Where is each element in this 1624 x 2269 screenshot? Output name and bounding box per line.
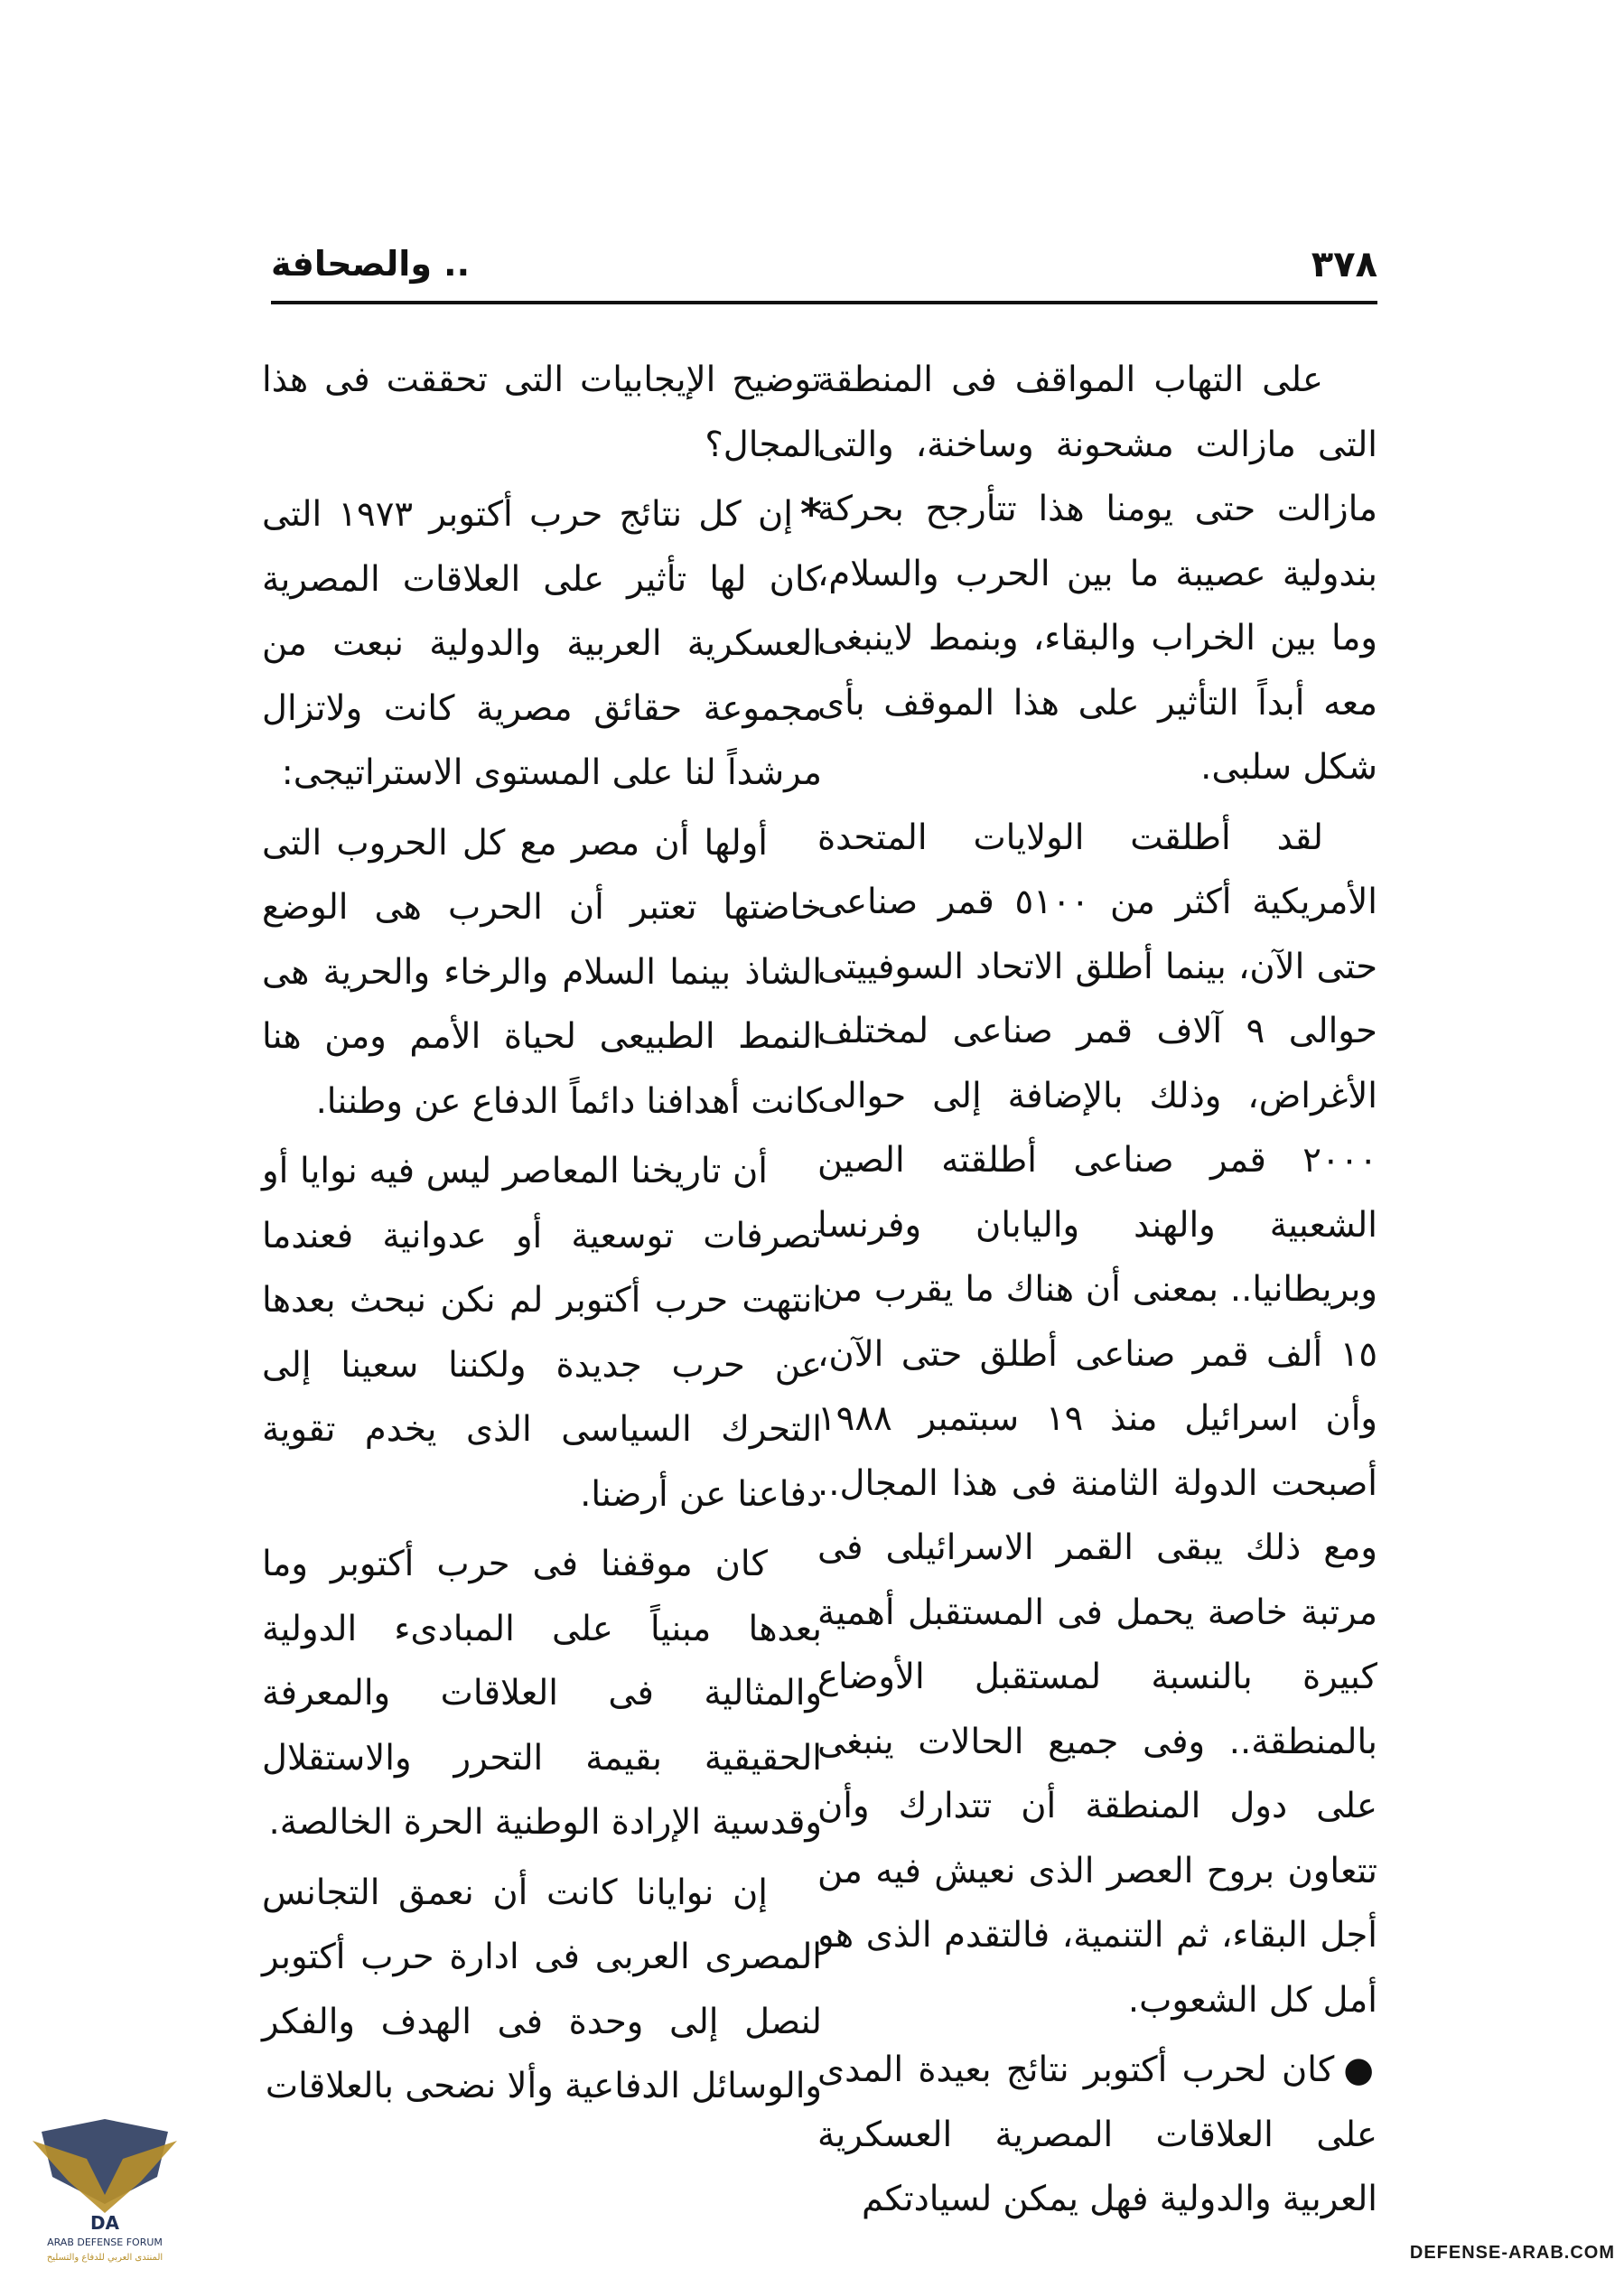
right-column — [817, 348, 1378, 2219]
paragraph: لقد أطلقت الولايات المتحدة الأمريكية أكثر من ٥١٠٠ قمر صناعى حتى الآن، بينما أطلق الاتحاد السوفييتى حوالى ٩ آلاف قمر صناعى لمختلف الأغراض، وذلك بالإضافة إلى حوالى ٢٠٠٠ قمر صناعى أطلقته الصين الشعبية والهند واليابان وفرنسا وبريطانيا.. بمعنى أن هناك ما يقرب من ١٥ ألف قمر صناعى أطلق حتى الآن، وأن اسرائيل منذ ١٩ سبتمبر ١٩٨٨ أصبحت الدولة الثامنة فى هذا المجال.. ومع ذلك يبقى القمر الاسرائيلى فى مرتبة خاصة يحمل فى المستقبل أهمية كبيرة بالنسبة لمستقبل الأوضاع بالمنطقة.. وفى جميع الحالات ينبغى على دول المنطقة أن تتدارك وأن تتعاون بروح العصر الذى نعيش فيه من أجل البقاء، ثم التنمية، فالتقدم الذى هو أمل كل الشعوب. — [817, 817, 1378, 2021]
question-continuation: توضيح الإيجابيات التى تحققت فى هذا المجال؟ — [262, 359, 822, 465]
logo-caption-en: ARAB DEFENSE FORUM — [47, 2236, 163, 2248]
paragraph: على التهاب المواقف فى المنطقة التى مازالت مشحونة وساخنة، والتى مازالت حتى يومنا هذا تتأرجح بحركة بندولية عصيبة ما بين الحرب والسلام، وما بين الخراب والبقاء، وبنمط لاينبغى معه أبداً التأثير على هذا الموقف بأى شكل سلبى. — [817, 359, 1377, 788]
bullet-icon: ● — [1343, 2050, 1377, 2090]
site-watermark: DEFENSE-ARAB.COM — [1409, 2243, 1615, 2263]
paragraph: إن نوايانا كانت أن نعمق التجانس المصرى العربى فى ادارة حرب أكتوبر لنصل إلى وحدة فى الهدف والفكر والوسائل الدفاعية وألا نضحى بالعلاقات — [262, 1872, 822, 2106]
left-column — [262, 348, 822, 2109]
logo-caption-ar: المنتدى العربي للدفاع والتسليح — [46, 2253, 163, 2263]
question-paragraph — [817, 2038, 1377, 2232]
page-header — [271, 244, 1377, 298]
asterisk-icon: * — [799, 490, 822, 538]
paragraph: كان موقفنا فى حرب أكتوبر وما بعدها مبنياً على المبادىء الدولية والمثالية فى العلاقات والمعرفة الحقيقية بقيمة التحرر والاستقلال وقدسية الإرادة الوطنية الحرة الخالصة. — [262, 1544, 822, 1843]
running-head: .. والصحافة — [271, 244, 471, 284]
arab-defense-forum-logo — [33, 2114, 177, 2269]
paragraph: أن تاريخنا المعاصر ليس فيه نوايا أو تصرفات توسعية أو عدوانية فعندما انتهت حرب أكتوبر لم نكن نبحث بعدها عن حرب جديدة ولكننا سعينا إلى التحرك السياسى الذى يخدم تقوية دفاعنا عن أرضنا. — [262, 1151, 822, 1515]
answer-text: إن كل نتائج حرب أكتوبر ١٩٧٣ التى كان لها تأثير على العلاقات المصرية العسكرية العربية والدولية نبعت من مجموعة حقائق مصرية كانت ولاتزال مرشداً لنا على المستوى الاستراتيجى: — [262, 494, 822, 793]
header-rule — [271, 301, 1377, 304]
answer-paragraph — [262, 482, 822, 806]
question-text: كان لحرب أكتوبر نتائج بعيدة المدى على العلاقات المصرية العسكرية العربية والدولية فهل يمكن لسيادتكم — [817, 2050, 1377, 2219]
paragraph: أولها أن مصر مع كل الحروب التى خاضتها تعتبر أن الحرب هى الوضع الشاذ بينما السلام والرخاء والحرية هى النمط الطبيعى لحياة الأمم ومن هنا كانت أهدافنا دائماً الدفاع عن وطننا. — [262, 822, 822, 1122]
logo-initials: DA — [89, 2212, 120, 2234]
page-number: ٣٧٨ — [1311, 244, 1377, 285]
